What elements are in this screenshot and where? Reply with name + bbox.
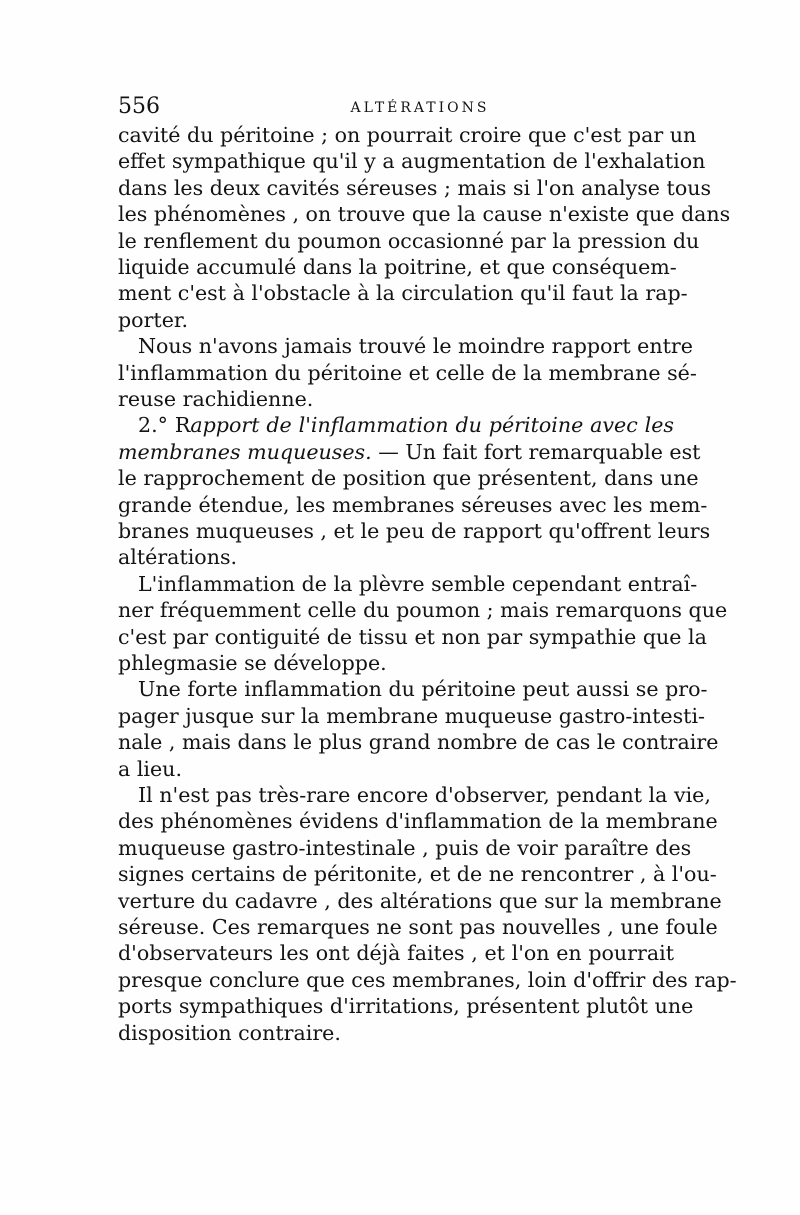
text-line: des phénomènes évidens d'inflammation de la membrane bbox=[118, 809, 718, 834]
text-line: presque conclure que ces membranes, loin d'offrir des rap- bbox=[118, 967, 737, 992]
text-line: muqueuse gastro-intestinale , puis de voir paraître des bbox=[118, 835, 692, 860]
text-line: le renflement du poumon occasionné par la pression du bbox=[118, 228, 700, 253]
text-line: phlegmasie se développe. bbox=[118, 651, 387, 675]
text-line: a lieu. bbox=[118, 756, 182, 781]
text-line: les phénomènes , on trouve que la cause n'existe que dans bbox=[118, 202, 731, 227]
text-line: ment c'est à l'obstacle à la circulation qu'il faut la rap- bbox=[118, 281, 688, 306]
text-line: verture du cadavre , des altérations que sur la membrane bbox=[118, 888, 722, 913]
text-line: nale , mais dans le plus grand nombre de cas le contraire bbox=[118, 730, 719, 755]
text-line: d'observateurs les ont déjà faites , et l'on en pourrait bbox=[118, 941, 674, 966]
text-line: ports sympathiques d'irritations, présentent plutôt une bbox=[118, 994, 694, 1019]
text-line: pager jusque sur la membrane muqueuse gastro-intesti- bbox=[118, 703, 705, 728]
text-line: 2.° Rapport de l'inflammation du péritoine avec les bbox=[138, 413, 674, 438]
text-line: séreuse. Ces remarques ne sont pas nouvelles , une foule bbox=[118, 915, 718, 939]
text-line: Il n'est pas très-rare encore d'observer, pendant la vie, bbox=[138, 783, 711, 807]
text-line: membranes muqueuses. — Un fait fort remarquable est bbox=[118, 439, 701, 464]
text-line: effet sympathique qu'il y a augmentation de l'exhalation bbox=[118, 149, 706, 174]
text-line: Nous n'avons jamais trouvé le moindre rapport entre bbox=[138, 334, 693, 359]
text-line: ner fréquemment celle du poumon ; mais remarquons que bbox=[118, 598, 728, 623]
running-head: ALTÉRATIONS bbox=[350, 100, 490, 116]
text-line: reuse rachidienne. bbox=[118, 387, 314, 411]
text-line: dans les deux cavités séreuses ; mais si l'on analyse tous bbox=[118, 175, 712, 200]
text-line: cavité du péritoine ; on pourrait croire que c'est par un bbox=[118, 123, 697, 147]
text-line: c'est par contiguité de tissu et non par sympathie que la bbox=[118, 624, 707, 649]
text-line: l'inflammation du péritoine et celle de la membrane sé- bbox=[118, 360, 697, 385]
text-line: disposition contraire. bbox=[118, 1020, 341, 1045]
text-line: Une forte inflammation du péritoine peut aussi se pro- bbox=[138, 677, 708, 702]
text-line: branes muqueuses , et le peu de rapport qu'offrent leurs bbox=[118, 519, 711, 543]
text-line: L'inflammation de la plèvre semble cependant entraî- bbox=[138, 571, 698, 596]
text-line: porter. bbox=[118, 307, 189, 332]
text-line: liquide accumulé dans la poitrine, et que conséquem- bbox=[118, 255, 677, 279]
text-line: signes certains de péritonite, et de ne rencontrer , à l'ou- bbox=[118, 862, 717, 887]
text-line: grande étendue, les membranes séreuses avec les mem- bbox=[118, 492, 708, 517]
text-line: le rapprochement de position que présentent, dans une bbox=[118, 466, 699, 491]
text-line: altérations. bbox=[118, 545, 238, 570]
page-number: 556 bbox=[118, 94, 160, 119]
